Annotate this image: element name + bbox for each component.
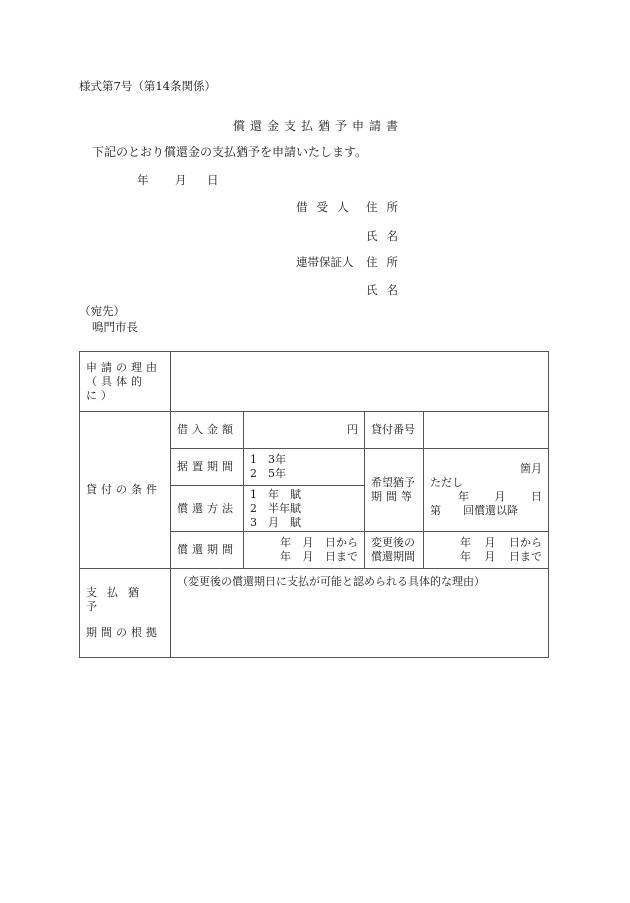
desired-deferral-label-cell xyxy=(365,449,424,532)
date-day: 日 xyxy=(207,173,219,187)
grace-period-options[interactable] xyxy=(244,449,365,486)
date-year: 年 xyxy=(137,173,149,187)
loan-amount-row xyxy=(80,412,549,449)
page-title: 償還金支払猶予申請書 xyxy=(233,119,404,133)
repayment-method-options[interactable] xyxy=(244,486,365,532)
borrower-name-label: 氏名 xyxy=(366,229,407,243)
application-table xyxy=(79,351,549,658)
desired-deferral-field[interactable] xyxy=(424,449,549,532)
borrower-label: 借受人 xyxy=(296,200,358,214)
repayment-method-label: 償還方法 xyxy=(171,486,244,532)
repayment-period-field[interactable]: 年 月 日から 年 月 日まで xyxy=(244,532,365,569)
loan-number-label: 貸付番号 xyxy=(365,412,424,449)
loan-number-field[interactable] xyxy=(424,412,549,449)
guarantor-name-label: 氏名 xyxy=(366,283,407,297)
basis-field[interactable] xyxy=(171,569,549,658)
repayment-option-3[interactable]: 3 月 賦 xyxy=(250,515,301,529)
reason-row xyxy=(80,352,549,412)
repayment-period-label: 償還期間 xyxy=(171,532,244,569)
loan-amount-label: 借入金額 xyxy=(171,412,244,449)
loan-amount-field[interactable] xyxy=(244,412,365,449)
intro-text: 下記のとおり償還金の支払猶予を申請いたします。 xyxy=(92,145,368,159)
deferral-from: 第 回償還以降 xyxy=(430,504,518,517)
reason-label-cell xyxy=(80,352,171,412)
yen-unit: 円 xyxy=(347,423,358,436)
reason-field[interactable] xyxy=(171,352,549,412)
guarantor-label: 連帯保証人 xyxy=(296,255,354,269)
basis-hint: （変更後の償還期日に支払が可能と認められる具体的な理由） xyxy=(177,575,485,588)
form-number: 様式第7号（第14条関係） xyxy=(79,79,216,93)
reason-sublabel: （具体的に） xyxy=(86,374,146,402)
date-month: 月 xyxy=(175,173,187,187)
desired-deferral-label: 希望猶予 xyxy=(371,476,415,489)
repayment-option-2[interactable]: 2 半年賦 xyxy=(250,501,301,515)
desired-deferral-sublabel: 期間等 xyxy=(371,490,416,503)
reason-label: 申請の理由 xyxy=(86,360,161,374)
changed-period-label-cell: 変更後の 償還期間 xyxy=(365,532,424,569)
addressee-name: 鳴門市長 xyxy=(92,320,138,334)
basis-row xyxy=(80,569,549,658)
deferral-months: 箇月 xyxy=(520,462,542,475)
deferral-date: 年 月 日 xyxy=(458,490,542,503)
grace-option-1[interactable]: 1 3年 xyxy=(250,453,286,466)
loan-conditions-label: 貸付の条件 xyxy=(80,412,171,569)
basis-label-cell: 支払猶予 期間の根拠 xyxy=(80,569,171,658)
grace-option-2[interactable]: 2 5年 xyxy=(250,467,286,480)
repayment-option-1[interactable]: 1 年 賦 xyxy=(250,487,301,501)
guarantor-address-label: 住所 xyxy=(366,255,407,269)
deferral-however: ただし xyxy=(430,476,463,489)
changed-period-field[interactable]: 年 月 日から 年 月 日まで xyxy=(424,532,549,569)
borrower-address-label: 住所 xyxy=(366,200,407,214)
grace-period-label: 据置期間 xyxy=(171,449,244,486)
addressee-label: （宛先） xyxy=(79,304,125,318)
